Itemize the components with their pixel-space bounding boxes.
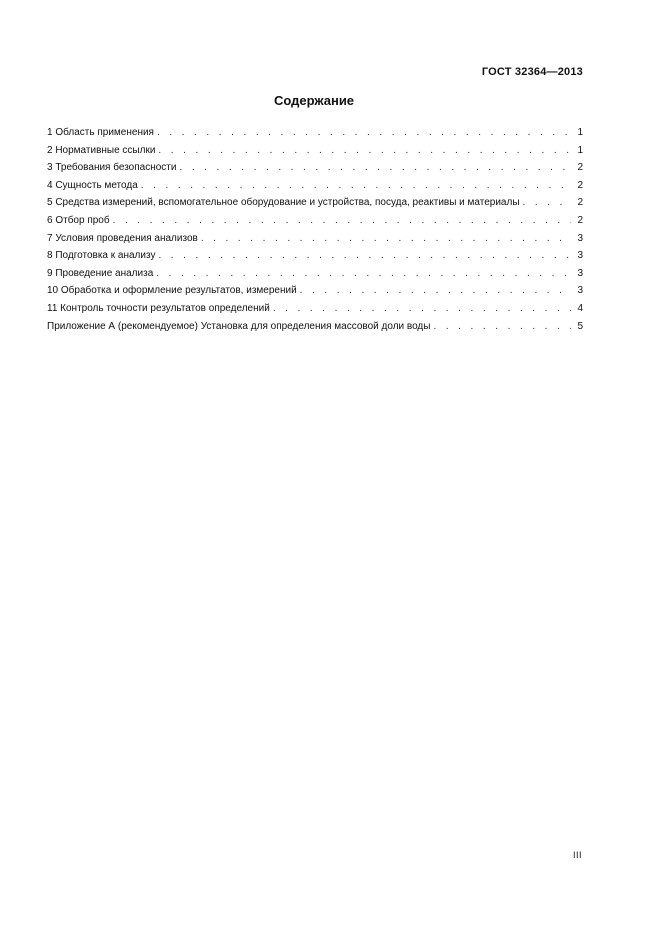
toc-entry-page: 2 bbox=[577, 197, 583, 209]
toc-entry[interactable] bbox=[47, 159, 583, 177]
toc-entry-title: 7 Условия проведения анализов bbox=[47, 232, 198, 244]
toc-entry-title: 5 Средства измерений, вспомогательное оборудование и устройства, посуда, реактивы и материалы bbox=[47, 197, 520, 209]
toc-entry-title: 10 Обработка и оформление результатов, измерений bbox=[47, 285, 297, 297]
toc-entry[interactable] bbox=[47, 212, 583, 230]
toc-entry[interactable] bbox=[47, 282, 583, 300]
toc-entry[interactable] bbox=[47, 142, 583, 160]
toc-entry-title: 8 Подготовка к анализу bbox=[47, 250, 156, 262]
toc-entry-page: 1 bbox=[577, 127, 583, 138]
toc-entry[interactable] bbox=[47, 177, 583, 195]
toc-entry-page: 2 bbox=[577, 179, 583, 191]
toc-list bbox=[47, 124, 583, 335]
toc-dot-leader bbox=[141, 177, 571, 195]
toc-dot-leader bbox=[433, 318, 571, 336]
toc-entry[interactable] bbox=[47, 265, 583, 283]
toc-entry-page: 3 bbox=[577, 267, 583, 279]
toc-entry-title: 6 Отбор проб bbox=[47, 214, 110, 226]
toc-entry-title: 11 Контроль точности результатов определений bbox=[47, 302, 270, 314]
toc-entry[interactable] bbox=[47, 124, 583, 142]
toc-entry-title: 4 Сущность метода bbox=[47, 179, 138, 191]
toc-entry-page: 2 bbox=[577, 214, 583, 226]
toc-dot-leader bbox=[156, 265, 571, 283]
toc-entry-title: 9 Проведение анализа bbox=[47, 267, 154, 279]
toc-entry-title: Приложение А (рекомендуемое) Установка для определения массовой доли воды bbox=[47, 320, 431, 332]
toc-entry[interactable] bbox=[47, 230, 583, 248]
toc-entry-page: 5 bbox=[577, 320, 583, 332]
toc-entry-title: 2 Нормативные ссылки bbox=[47, 144, 156, 156]
toc-entry-page: 3 bbox=[577, 232, 583, 244]
toc-entry-page: 2 bbox=[577, 162, 583, 174]
toc-dot-leader bbox=[158, 142, 571, 160]
toc-entry-title: 3 Требования безопасности bbox=[47, 162, 177, 174]
document-code: ГОСТ 32364—2013 bbox=[481, 66, 583, 78]
toc-entry-page: 1 bbox=[577, 144, 583, 156]
toc-entry[interactable] bbox=[47, 194, 583, 212]
toc-dot-leader bbox=[179, 159, 571, 177]
toc-entry[interactable] bbox=[47, 300, 583, 318]
toc-dot-leader bbox=[158, 247, 571, 265]
toc-entry[interactable] bbox=[47, 247, 583, 265]
toc-dot-leader bbox=[300, 282, 571, 300]
toc-dot-leader bbox=[113, 212, 571, 230]
toc-entry-page: 3 bbox=[577, 285, 583, 297]
toc-dot-leader bbox=[157, 124, 571, 142]
toc-entry-page: 4 bbox=[577, 302, 583, 314]
page-number: III bbox=[572, 850, 582, 860]
toc-title: Содержание bbox=[273, 93, 355, 108]
toc-entry-page: 3 bbox=[577, 250, 583, 262]
toc-dot-leader bbox=[201, 230, 571, 248]
toc-entry[interactable] bbox=[47, 318, 583, 336]
toc-dot-leader bbox=[523, 194, 571, 212]
toc-entry-title: 1 Область применения bbox=[47, 127, 154, 138]
toc-dot-leader bbox=[273, 300, 571, 318]
